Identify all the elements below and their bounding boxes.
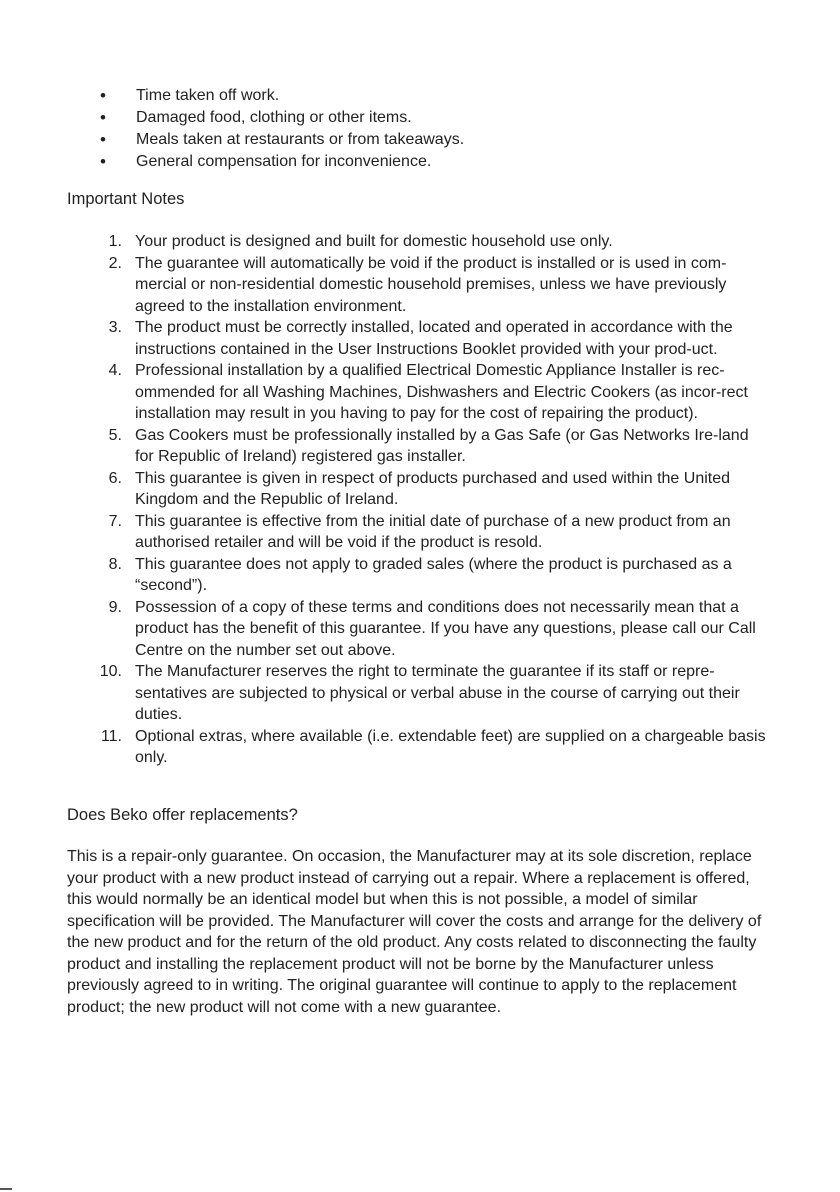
note-text: Your product is designed and built for domestic household use only. [135, 233, 613, 250]
note-number: 6. [108, 469, 122, 487]
note-item [98, 231, 766, 253]
bullet-item: • Damaged food, clothing or other items. [100, 107, 760, 129]
exclusions-bullet-list [100, 85, 760, 173]
note-item [98, 317, 766, 360]
note-text: The product must be correctly installed, located and operated in accordance with the instructions contained in the User Instructions Booklet provided with your prod-uct. [135, 319, 733, 358]
note-item [98, 554, 766, 597]
note-number: 10. [99, 663, 122, 680]
note-text: This guarantee does not apply to graded sales (where the product is purchased as a “second”). [135, 555, 732, 594]
note-text: This guarantee is effective from the initial date of purchase of a new product from an authorised retailer and will be void if the product is resold. [135, 512, 731, 551]
bullet-item: • General compensation for inconvenience. [100, 151, 760, 173]
bullet-item: • Meals taken at restaurants or from takeaways. [100, 129, 760, 151]
note-number: 9. [108, 598, 122, 616]
note-text: Professional installation by a qualified Electrical Domestic Appliance Installer is rec-ommended for all Washing Machines, Dishwashers and Electric Cookers (as incor-rect installation may result in you having to pay for the cost of repairing the product). [135, 362, 748, 422]
note-item [98, 468, 766, 511]
note-number: 11. [100, 727, 122, 745]
note-number: 4. [108, 362, 122, 379]
important-notes-list [98, 231, 766, 769]
note-item [98, 360, 766, 425]
bullet-item: • Time taken off work. [100, 85, 760, 107]
note-text: This guarantee is given in respect of products purchased and used within the United Kingdom and the Republic of Ireland. [135, 469, 731, 508]
important-notes-heading: Important Notes [67, 190, 185, 208]
note-number: 2. [108, 254, 122, 272]
note-text: Gas Cookers must be professionally installed by a Gas Safe (or Gas Networks Ire-land for Republic of Ireland) registered gas installer. [135, 426, 749, 465]
note-item [98, 597, 766, 662]
note-item [98, 425, 766, 468]
note-number: 5. [108, 426, 122, 444]
note-number: 7. [108, 512, 122, 530]
note-text: Possession of a copy of these terms and conditions does not necessarily mean that a product has the benefit of this guarantee. If you have any questions, please call our Call Centre on the number set out above. [135, 598, 756, 659]
note-item [98, 253, 766, 318]
note-text: The Manufacturer reserves the right to terminate the guarantee if its staff or repre-sentatives are subjected to physical or verbal abuse in the course of carrying out their duties. [135, 663, 740, 723]
note-item [98, 661, 766, 726]
page-edge-mark [0, 1188, 12, 1190]
note-text: The guarantee will automatically be void if the product is installed or is used in com-mercial or non-residential domestic household premises, unless we have previously agreed to the installation environment. [135, 254, 727, 315]
replacements-paragraph: This is a repair-only guarantee. On occasion, the Manufacturer may at its sole discretion, replace your product with a new product instead of carrying out a repair. Where a replacement is offered, this would normally be an identical model but when this is not possible, a model of similar specification will be provided. The Manufacturer will cover the costs and arrange for the delivery of the new product and for the return of the old product. Any costs related to disconnecting the faulty product and installing the replacement product will not be borne by the Manufacturer unless previously agreed to in writing. The original guarantee will continue to apply to the replacement product; the new product will not come with a new guarantee. [67, 848, 762, 1016]
note-number: 3. [108, 319, 122, 336]
replacements-heading: Does Beko offer replacements? [67, 806, 298, 824]
note-item [98, 726, 766, 769]
note-text: Optional extras, where available (i.e. extendable feet) are supplied on a chargeable basis only. [135, 727, 766, 766]
note-item [98, 511, 766, 554]
note-number: 8. [108, 555, 122, 573]
note-number: 1. [108, 233, 122, 250]
